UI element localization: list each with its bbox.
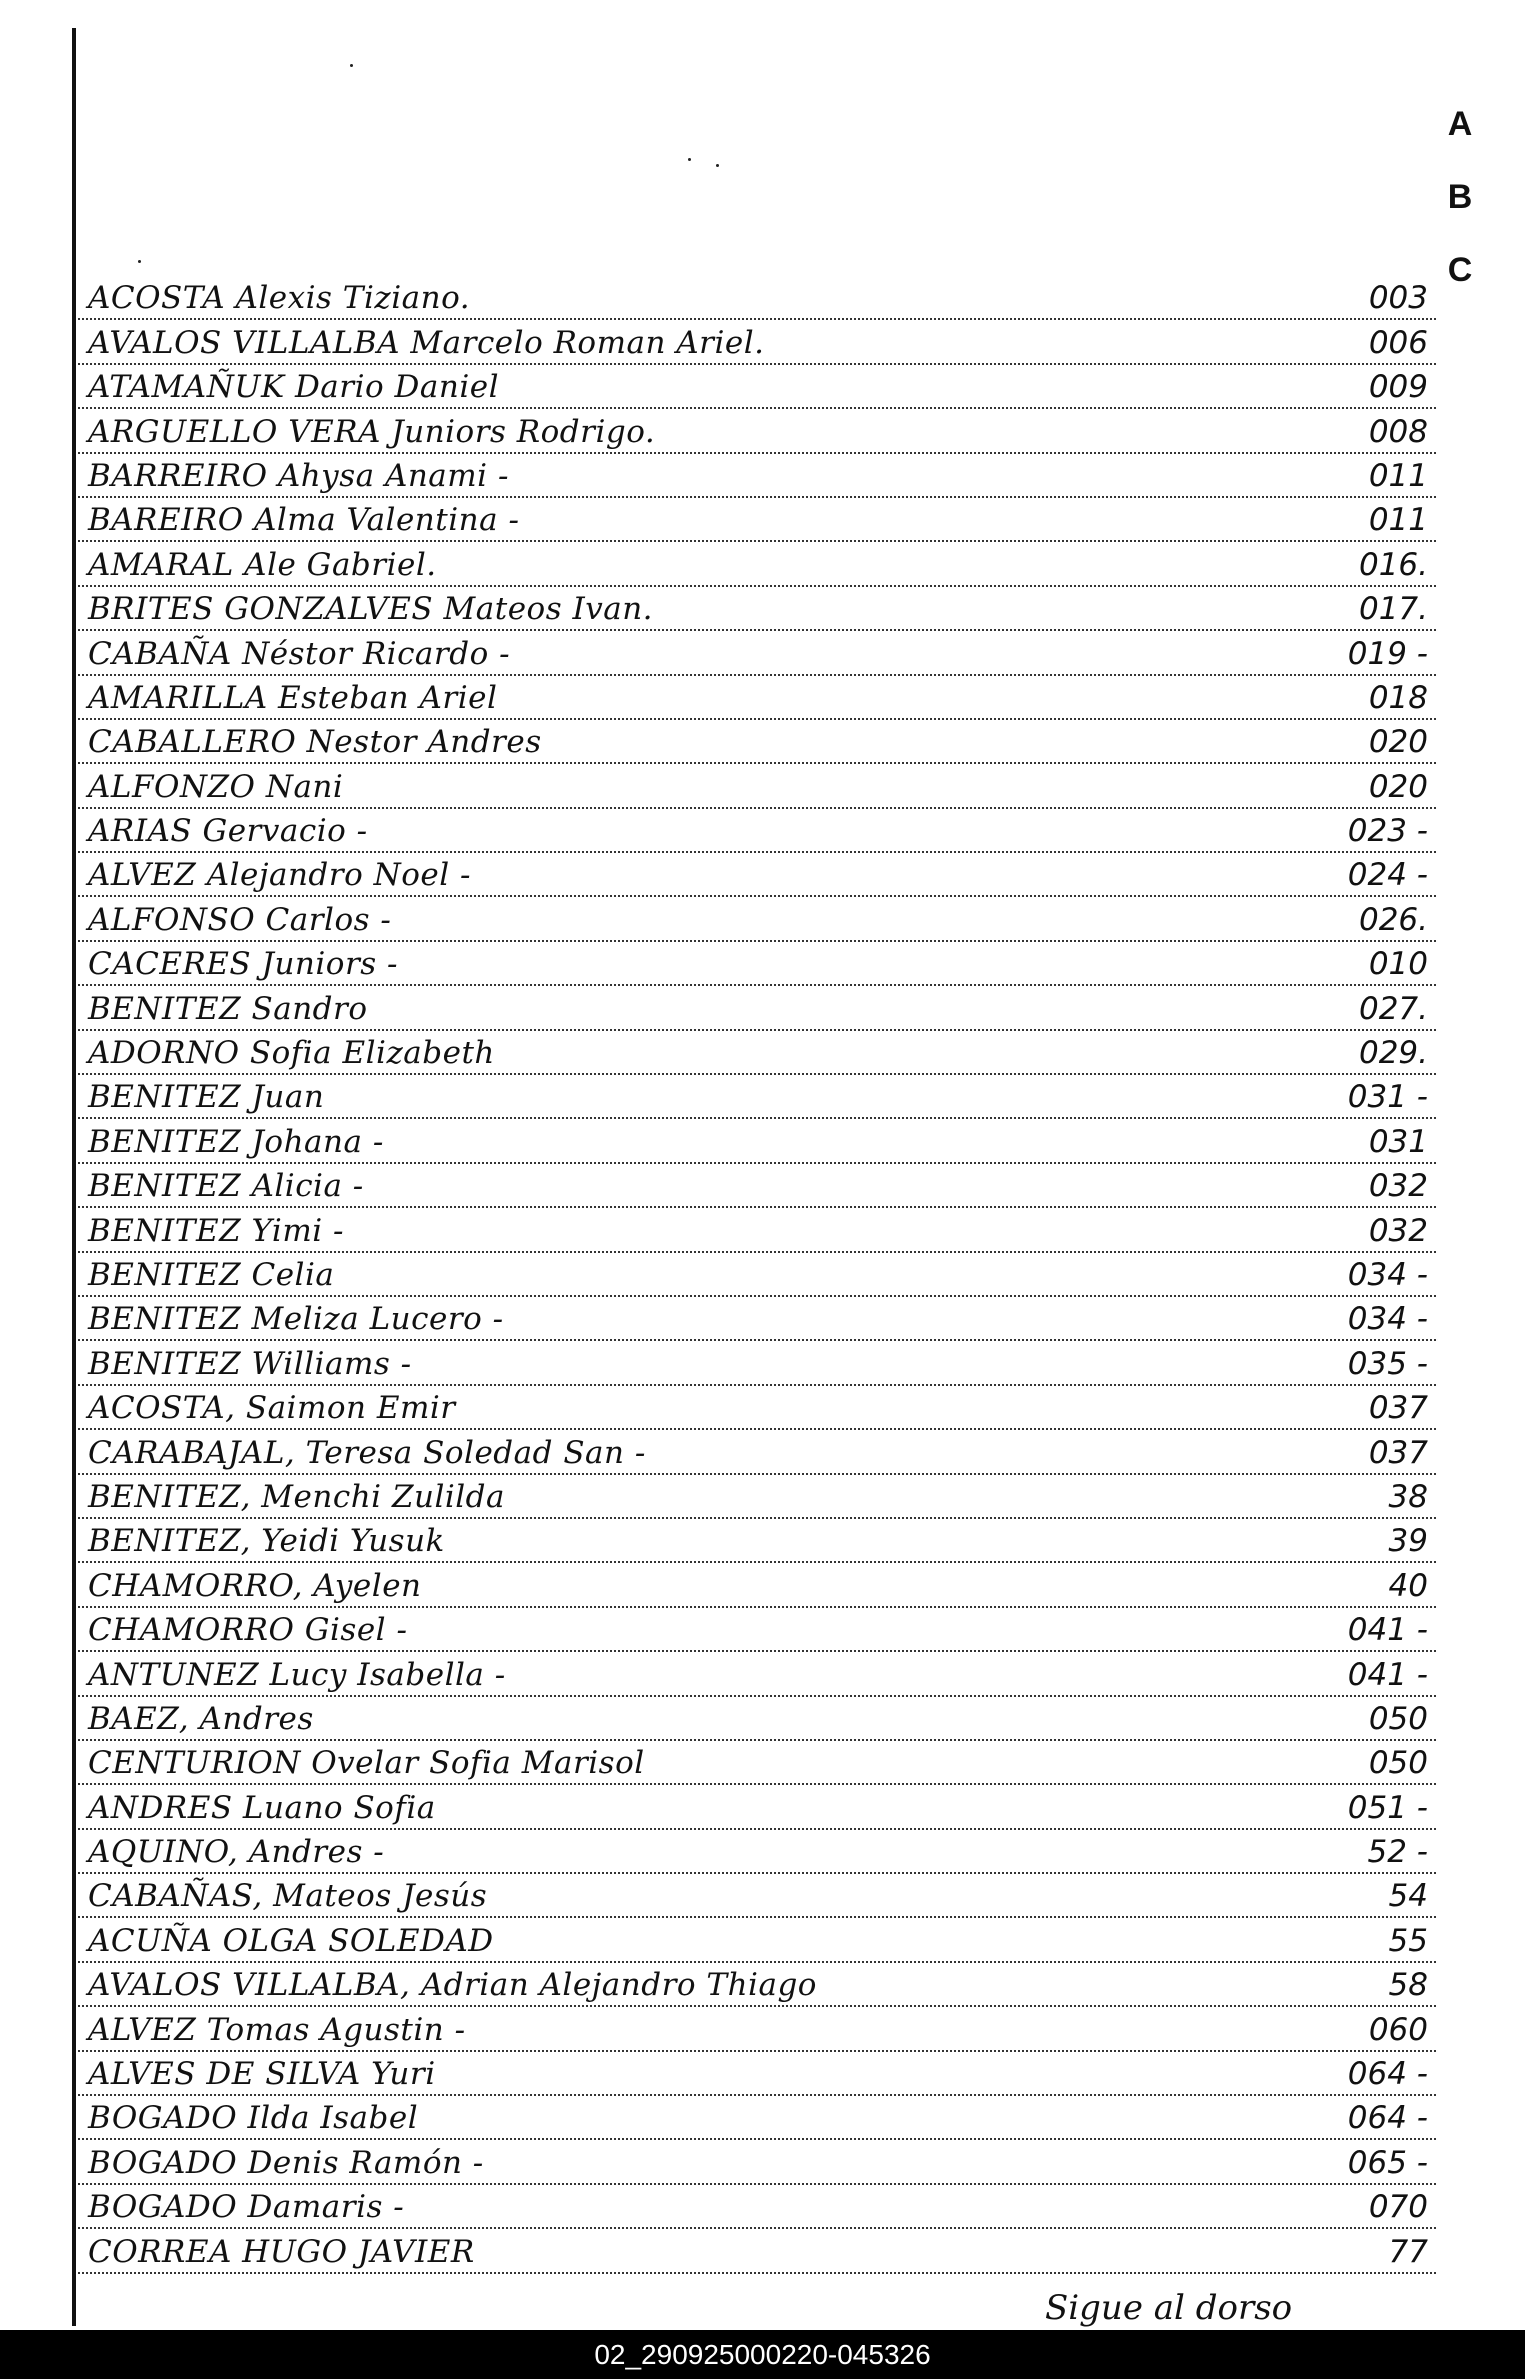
list-row xyxy=(78,1785,1436,1829)
row-name: BENITEZ, Menchi Zulilda xyxy=(88,1478,506,1515)
list-row xyxy=(78,1164,1436,1208)
row-number: 064 - xyxy=(1347,2056,1428,2093)
list-row xyxy=(78,2052,1436,2096)
list-row xyxy=(78,986,1436,1030)
row-number: 070 xyxy=(1368,2189,1428,2226)
list-row xyxy=(78,2007,1436,2051)
row-name: ALVEZ Tomas Agustin - xyxy=(88,2011,466,2048)
list-row xyxy=(78,809,1436,853)
row-name: BENITEZ Yimi - xyxy=(88,1212,344,1249)
row-name: BRITES GONZALVES Mateos Ivan. xyxy=(88,591,654,628)
list-row xyxy=(78,1386,1436,1430)
row-name: ACOSTA, Saimon Emir xyxy=(88,1390,456,1427)
list-row xyxy=(78,1697,1436,1741)
row-number: 58 xyxy=(1388,1967,1428,2004)
list-row xyxy=(78,1119,1436,1163)
row-name: AMARILLA Esteban Ariel xyxy=(88,679,498,716)
list-row xyxy=(78,2229,1436,2273)
row-number: 051 - xyxy=(1347,1789,1428,1826)
list-row xyxy=(78,1519,1436,1563)
row-name: CACERES Juniors - xyxy=(88,946,399,983)
row-number: 037 xyxy=(1368,1434,1428,1471)
row-name: BENITEZ Alicia - xyxy=(88,1168,364,1205)
row-number: 019 - xyxy=(1347,635,1428,672)
side-letter-b: B xyxy=(1447,178,1473,216)
row-number: 011 xyxy=(1368,457,1428,494)
row-number: 032 xyxy=(1368,1212,1428,1249)
row-number: 041 - xyxy=(1347,1612,1428,1649)
margin-line xyxy=(72,28,76,2326)
side-letter-c: C xyxy=(1447,251,1473,289)
row-name: BOGADO Damaris - xyxy=(88,2189,405,2226)
list-row xyxy=(78,409,1436,453)
row-name: CENTURION Ovelar Sofia Marisol xyxy=(88,1745,645,1782)
list-row xyxy=(78,542,1436,586)
list-row xyxy=(78,1031,1436,1075)
row-name: CHAMORRO, Ayelen xyxy=(88,1567,422,1604)
list-row xyxy=(78,320,1436,364)
list-row xyxy=(78,587,1436,631)
list-row xyxy=(78,1608,1436,1652)
sigue-al-dorso: Sigue al dorso xyxy=(1045,2288,1293,2328)
list-row xyxy=(78,1075,1436,1119)
row-number: 024 - xyxy=(1347,857,1428,894)
row-number: 041 - xyxy=(1347,1656,1428,1693)
row-name: ANDRES Luano Sofia xyxy=(88,1789,436,1826)
row-name: CARABAJAL, Teresa Soledad San - xyxy=(88,1434,646,1471)
list-row xyxy=(78,897,1436,941)
list-row xyxy=(78,2185,1436,2229)
row-number: 77 xyxy=(1388,2233,1428,2270)
row-number: 017. xyxy=(1358,591,1428,628)
speck xyxy=(716,164,719,167)
row-name: ALFONZO Nani xyxy=(88,768,344,805)
row-number: 006 xyxy=(1368,324,1428,361)
row-name: AVALOS VILLALBA, Adrian Alejandro Thiago xyxy=(88,1967,817,2004)
row-name: CABALLERO Nestor Andres xyxy=(88,724,542,761)
row-name: CABAÑA Néstor Ricardo - xyxy=(88,635,511,672)
list-row xyxy=(78,1563,1436,1607)
row-number: 027. xyxy=(1358,990,1428,1027)
list-row xyxy=(78,1208,1436,1252)
row-number: 065 - xyxy=(1347,2144,1428,2181)
speck xyxy=(350,64,353,67)
row-name: BAEZ, Andres xyxy=(88,1700,314,1737)
list-row xyxy=(78,853,1436,897)
row-name: ATAMAÑUK Dario Daniel xyxy=(88,369,500,406)
side-letter-a: A xyxy=(1447,105,1473,143)
row-number: 009 xyxy=(1368,369,1428,406)
list-row xyxy=(78,1652,1436,1696)
list-row xyxy=(78,764,1436,808)
list-row xyxy=(78,498,1436,542)
row-number: 064 - xyxy=(1347,2100,1428,2137)
row-number: 031 xyxy=(1368,1123,1428,1160)
row-name: ALVEZ Alejandro Noel - xyxy=(88,857,471,894)
row-number: 54 xyxy=(1388,1878,1428,1915)
row-name: ACOSTA Alexis Tiziano. xyxy=(88,280,471,317)
row-name: CABAÑAS, Mateos Jesús xyxy=(88,1878,488,1915)
row-number: 010 xyxy=(1368,946,1428,983)
row-number: 060 xyxy=(1368,2011,1428,2048)
side-letters xyxy=(1440,88,1480,307)
row-name: ARIAS Gervacio - xyxy=(88,813,368,850)
speck xyxy=(138,260,141,263)
row-number: 020 xyxy=(1368,724,1428,761)
footer-code: 02_290925000220-045326 xyxy=(594,2339,931,2370)
row-number: 026. xyxy=(1358,901,1428,938)
list-row xyxy=(78,1253,1436,1297)
row-name: BENITEZ Williams - xyxy=(88,1345,412,1382)
list-row xyxy=(78,454,1436,498)
row-number: 003 xyxy=(1368,280,1428,317)
list-row xyxy=(78,631,1436,675)
row-name: BENITEZ Sandro xyxy=(88,990,368,1027)
row-name: BENITEZ Meliza Lucero - xyxy=(88,1301,504,1338)
row-number: 032 xyxy=(1368,1168,1428,1205)
row-number: 016. xyxy=(1358,546,1428,583)
list-row xyxy=(78,276,1436,320)
row-number: 38 xyxy=(1388,1478,1428,1515)
row-number: 023 - xyxy=(1347,813,1428,850)
row-name: CORREA HUGO JAVIER xyxy=(88,2233,475,2270)
row-name: ALVES DE SILVA Yuri xyxy=(88,2056,436,2093)
row-number: 050 xyxy=(1368,1745,1428,1782)
row-name: AQUINO, Andres - xyxy=(88,1834,385,1871)
row-number: 008 xyxy=(1368,413,1428,450)
row-name: ARGUELLO VERA Juniors Rodrigo. xyxy=(88,413,656,450)
list-row xyxy=(78,1874,1436,1918)
row-name: BAREIRO Alma Valentina - xyxy=(88,502,520,539)
list-row xyxy=(78,1430,1436,1474)
list-row xyxy=(78,2096,1436,2140)
list-row xyxy=(78,1741,1436,1785)
list-row xyxy=(78,720,1436,764)
row-name: ACUÑA OLGA SOLEDAD xyxy=(88,1922,494,1959)
row-name: CHAMORRO Gisel - xyxy=(88,1612,408,1649)
speck xyxy=(688,158,691,161)
row-name: AMARAL Ale Gabriel. xyxy=(88,546,437,583)
row-name: ALFONSO Carlos - xyxy=(88,901,392,938)
row-name: BOGADO Ilda Isabel xyxy=(88,2100,419,2137)
row-number: 029. xyxy=(1358,1035,1428,1072)
list-row xyxy=(78,942,1436,986)
list-row xyxy=(78,2140,1436,2184)
row-number: 011 xyxy=(1368,502,1428,539)
list-row xyxy=(78,1297,1436,1341)
list-row xyxy=(78,1341,1436,1385)
row-number: 034 - xyxy=(1347,1301,1428,1338)
row-number: 035 - xyxy=(1347,1345,1428,1382)
row-name: ANTUNEZ Lucy Isabella - xyxy=(88,1656,506,1693)
row-name: BOGADO Denis Ramón - xyxy=(88,2144,484,2181)
row-number: 037 xyxy=(1368,1390,1428,1427)
list-row xyxy=(78,365,1436,409)
row-name: BENITEZ Juan xyxy=(88,1079,325,1116)
row-number: 55 xyxy=(1388,1922,1428,1959)
row-name: BENITEZ, Yeidi Yusuk xyxy=(88,1523,445,1560)
list-row xyxy=(78,1918,1436,1962)
name-list xyxy=(78,276,1436,2274)
list-row xyxy=(78,1963,1436,2007)
row-number: 40 xyxy=(1388,1567,1428,1604)
row-number: 39 xyxy=(1388,1523,1428,1560)
row-number: 050 xyxy=(1368,1700,1428,1737)
row-number: 52 - xyxy=(1367,1834,1428,1871)
row-number: 034 - xyxy=(1347,1256,1428,1293)
row-number: 031 - xyxy=(1347,1079,1428,1116)
row-name: ADORNO Sofia Elizabeth xyxy=(88,1035,495,1072)
row-name: BENITEZ Johana - xyxy=(88,1123,384,1160)
list-row xyxy=(78,1830,1436,1874)
row-name: BENITEZ Celia xyxy=(88,1256,335,1293)
row-number: 020 xyxy=(1368,768,1428,805)
list-row xyxy=(78,676,1436,720)
row-name: BARREIRO Ahysa Anami - xyxy=(88,457,509,494)
row-number: 018 xyxy=(1368,679,1428,716)
list-row xyxy=(78,1475,1436,1519)
row-name: AVALOS VILLALBA Marcelo Roman Ariel. xyxy=(88,324,765,361)
